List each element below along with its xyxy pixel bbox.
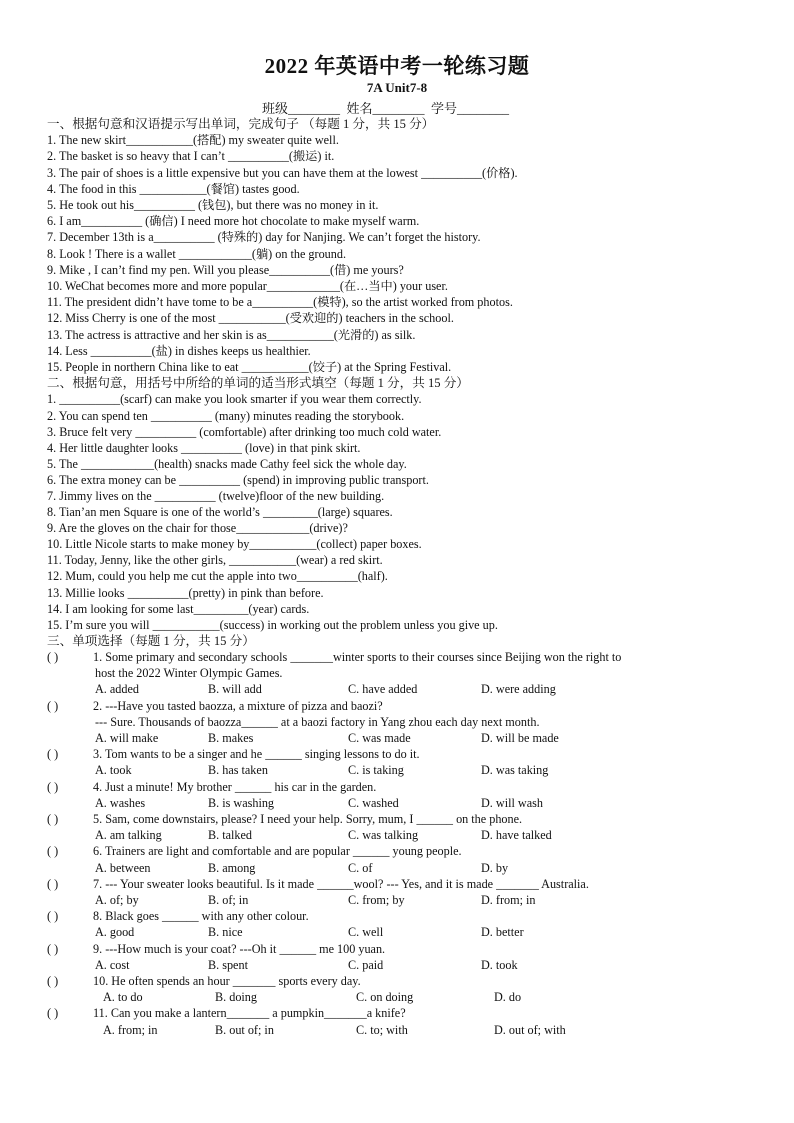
section-3-heading: 三、单项选择（每题 1 分，共 15 分） — [47, 633, 255, 648]
answer-option: C. from; by — [348, 893, 405, 908]
answer-option: A. am talking — [95, 828, 162, 843]
student-info-line: 班级________ 姓名________ 学号________ — [262, 101, 510, 116]
answer-blank[interactable]: ( ) — [47, 698, 59, 713]
answer-option: C. is taking — [348, 763, 404, 778]
list-item: 1. __________(scarf) can make you look smarter if you wear them correctly. — [47, 392, 422, 407]
answer-option: B. nice — [208, 925, 243, 940]
question-block — [47, 649, 767, 698]
list-item: 7. Jimmy lives on the __________ (twelve)floor of the new building. — [47, 489, 385, 504]
answer-blank[interactable]: ( ) — [47, 973, 59, 988]
answer-options — [47, 795, 767, 811]
list-item: 4. Her little daughter looks __________ (love) in that pink skirt. — [47, 440, 361, 455]
list-item: 6. The extra money can be __________ (spend) in improving public transport. — [47, 472, 429, 487]
question-block — [47, 876, 767, 908]
answer-option: B. doing — [215, 990, 257, 1005]
question-block — [47, 908, 767, 940]
answer-option: C. on doing — [356, 990, 414, 1005]
list-item: 5. He took out his__________ (钱包), but there was no money in it. — [47, 198, 379, 213]
list-item: 2. The basket is so heavy that I can’t __________(搬运) it. — [47, 149, 335, 164]
list-item: 11. The president didn’t have tome to be a__________(模特), so the artist worked from photos. — [47, 295, 513, 310]
answer-option: C. washed — [348, 795, 399, 810]
exam-content — [47, 116, 767, 1038]
answer-blank[interactable]: ( ) — [47, 650, 59, 665]
list-item: 10. Little Nicole starts to make money by___________(collect) paper boxes. — [47, 537, 422, 552]
question-block — [47, 973, 767, 1005]
list-item: 8. Tian’an men Square is one of the world’s _________(large) squares. — [47, 505, 393, 520]
answer-blank[interactable]: ( ) — [47, 812, 59, 827]
page-title: 2022 年英语中考一轮练习题 — [264, 54, 530, 78]
answer-options — [47, 730, 767, 746]
answer-option: D. took — [481, 957, 518, 972]
list-item: 13. The actress is attractive and her skin is as___________(光滑的) as silk. — [47, 327, 416, 342]
question-stem — [47, 779, 767, 795]
section-2-list — [47, 391, 767, 632]
question-stem — [47, 843, 767, 859]
list-item: 2. You can spend ten __________ (many) minutes reading the storybook. — [47, 408, 405, 423]
answer-option: A. added — [95, 682, 139, 697]
answer-options — [47, 989, 767, 1005]
answer-blank[interactable]: ( ) — [47, 876, 59, 891]
question-stem — [47, 698, 767, 714]
question-block — [47, 1005, 767, 1037]
answer-option: D. do — [494, 990, 522, 1005]
list-item: 8. Look ! There is a wallet ____________(躺) on the ground. — [47, 246, 346, 261]
list-item: 14. I am looking for some last_________(year) cards. — [47, 601, 310, 616]
question-block — [47, 779, 767, 811]
answer-option: A. washes — [95, 795, 146, 810]
question-stem — [47, 649, 767, 665]
answer-options — [47, 860, 767, 876]
answer-option: C. of — [348, 860, 373, 875]
answer-option: A. good — [95, 925, 135, 940]
list-item: 3. Bruce felt very __________ (comfortable) after drinking too much cold water. — [47, 424, 442, 439]
list-item: 12. Mum, could you help me cut the apple into two__________(half). — [47, 569, 388, 584]
answer-option: C. well — [348, 925, 384, 940]
question-text: 11. Can you make a lantern_______ a pumpkin_______a knife? — [93, 1006, 406, 1021]
answer-option: D. were adding — [481, 682, 556, 697]
answer-option: A. cost — [95, 957, 130, 972]
answer-option: A. from; in — [103, 1022, 158, 1037]
section-1-heading: 一、根据句意和汉语提示写出单词，完成句子 （每题 1 分，共 15 分） — [47, 117, 435, 131]
answer-option: A. of; by — [95, 893, 139, 908]
answer-option: D. by — [481, 860, 509, 875]
question-continuation: host the 2022 Winter Olympic Games. — [95, 666, 283, 681]
answer-option: B. has taken — [208, 763, 268, 778]
question-text: 10. He often spends an hour _______ sports every day. — [93, 973, 361, 988]
answer-blank[interactable]: ( ) — [47, 747, 59, 762]
answer-blank[interactable]: ( ) — [47, 1006, 59, 1021]
answer-option: C. paid — [348, 957, 384, 972]
list-item: 1. The new skirt___________(搭配) my sweater quite well. — [47, 133, 339, 148]
answer-option: B. talked — [208, 828, 253, 843]
answer-option: B. out of; in — [215, 1022, 274, 1037]
question-continuation: --- Sure. Thousands of baozza______ at a baozi factory in Yang zhou each day next month. — [95, 714, 540, 729]
answer-option: D. will be made — [481, 731, 559, 746]
answer-option: A. took — [95, 763, 132, 778]
list-item: 7. December 13th is a__________ (特殊的) day for Nanjing. We can’t forget the history. — [47, 230, 481, 245]
answer-option: A. between — [95, 860, 151, 875]
answer-options — [47, 1022, 767, 1038]
question-stem — [47, 941, 767, 957]
question-text: 6. Trainers are light and comfortable and are popular ______ young people. — [93, 844, 462, 859]
answer-blank[interactable]: ( ) — [47, 941, 59, 956]
list-item: 3. The pair of shoes is a little expensive but you can have them at the lowest __________(价格). — [47, 165, 518, 180]
question-text: 1. Some primary and secondary schools _______winter sports to their courses since Beijing won the right to — [93, 650, 622, 665]
list-item: 4. The food in this ___________(餐馆) tastes good. — [47, 181, 300, 196]
list-item: 14. Less __________(盐) in dishes keeps us healthier. — [47, 343, 311, 358]
question-text: 8. Black goes ______ with any other colour. — [93, 909, 309, 924]
question-block — [47, 941, 767, 973]
question-stem — [47, 908, 767, 924]
answer-option: D. from; in — [481, 893, 536, 908]
answer-option: A. will make — [95, 731, 159, 746]
answer-option: D. will wash — [481, 795, 543, 810]
answer-option: B. makes — [208, 731, 254, 746]
question-text: 3. Tom wants to be a singer and he ______ singing lessons to do it. — [93, 747, 420, 762]
answer-options — [47, 892, 767, 908]
answer-blank[interactable]: ( ) — [47, 844, 59, 859]
question-text: 5. Sam, come downstairs, please? I need your help. Sorry, mum, I ______ on the phone. — [93, 812, 523, 827]
answer-option: B. spent — [208, 957, 248, 972]
section-2-heading: 二、根据句意，用括号中所给的单词的适当形式填空（每题 1 分，共 15 分） — [47, 376, 469, 391]
list-item: 5. The ____________(health) snacks made Cathy feel sick the whole day. — [47, 456, 407, 471]
answer-option: D. have talked — [481, 828, 552, 843]
list-item: 11. Today, Jenny, like the other girls, ___________(wear) a red skirt. — [47, 553, 383, 568]
answer-option: D. better — [481, 925, 524, 940]
question-text: 9. ---How much is your coat? ---Oh it ______ me 100 yuan. — [93, 941, 386, 956]
answer-blank[interactable]: ( ) — [47, 909, 59, 924]
question-stem — [47, 973, 767, 989]
list-item: 9. Are the gloves on the chair for those____________(drive)? — [47, 521, 348, 536]
answer-option: B. of; in — [208, 893, 249, 908]
answer-option: B. will add — [208, 682, 262, 697]
answer-option: B. among — [208, 860, 256, 875]
answer-option: A. to do — [103, 990, 143, 1005]
question-stem — [47, 811, 767, 827]
list-item: 15. I’m sure you will ___________(success) in working out the problem unless you give up. — [47, 617, 498, 632]
list-item: 9. Mike , I can’t find my pen. Will you please__________(借) me yours? — [47, 262, 404, 277]
question-block — [47, 843, 767, 875]
question-block — [47, 811, 767, 843]
page-subtitle: 7A Unit7-8 — [366, 80, 428, 95]
list-item: 15. People in northern China like to eat ___________(饺子) at the Spring Festival. — [47, 360, 452, 375]
question-stem — [47, 876, 767, 892]
answer-option: C. to; with — [356, 1022, 408, 1037]
list-item: 12. Miss Cherry is one of the most ___________(受欢迎的) teachers in the school. — [47, 311, 454, 326]
answer-option: C. was talking — [348, 828, 419, 843]
answer-option: D. was taking — [481, 763, 549, 778]
list-item: 13. Millie looks __________(pretty) in pink than before. — [47, 585, 324, 600]
answer-blank[interactable]: ( ) — [47, 779, 59, 794]
question-stem — [47, 1005, 767, 1021]
question-block — [47, 698, 767, 747]
answer-options — [47, 827, 767, 843]
answer-options — [47, 957, 767, 973]
answer-options — [47, 924, 767, 940]
answer-option: C. have added — [348, 682, 418, 697]
question-text: 7. --- Your sweater looks beautiful. Is it made ______wool? --- Yes, and it is made _______ Australia. — [93, 876, 589, 891]
question-block — [47, 746, 767, 778]
answer-option: D. out of; with — [494, 1022, 566, 1037]
answer-option: C. was made — [348, 731, 411, 746]
answer-options — [47, 762, 767, 778]
list-item: 6. I am__________ (确信) I need more hot chocolate to make myself warm. — [47, 214, 420, 229]
question-text: 2. ---Have you tasted baozza, a mixture of pizza and baozi? — [93, 698, 383, 713]
list-item: 10. WeChat becomes more and more popular____________(在…当中) your user. — [47, 279, 448, 294]
section-1-list — [47, 132, 767, 375]
question-text: 4. Just a minute! My brother ______ his car in the garden. — [93, 779, 377, 794]
section-3-list — [47, 649, 767, 1038]
answer-option: B. is washing — [208, 795, 275, 810]
question-stem — [47, 746, 767, 762]
answer-options — [47, 681, 767, 697]
